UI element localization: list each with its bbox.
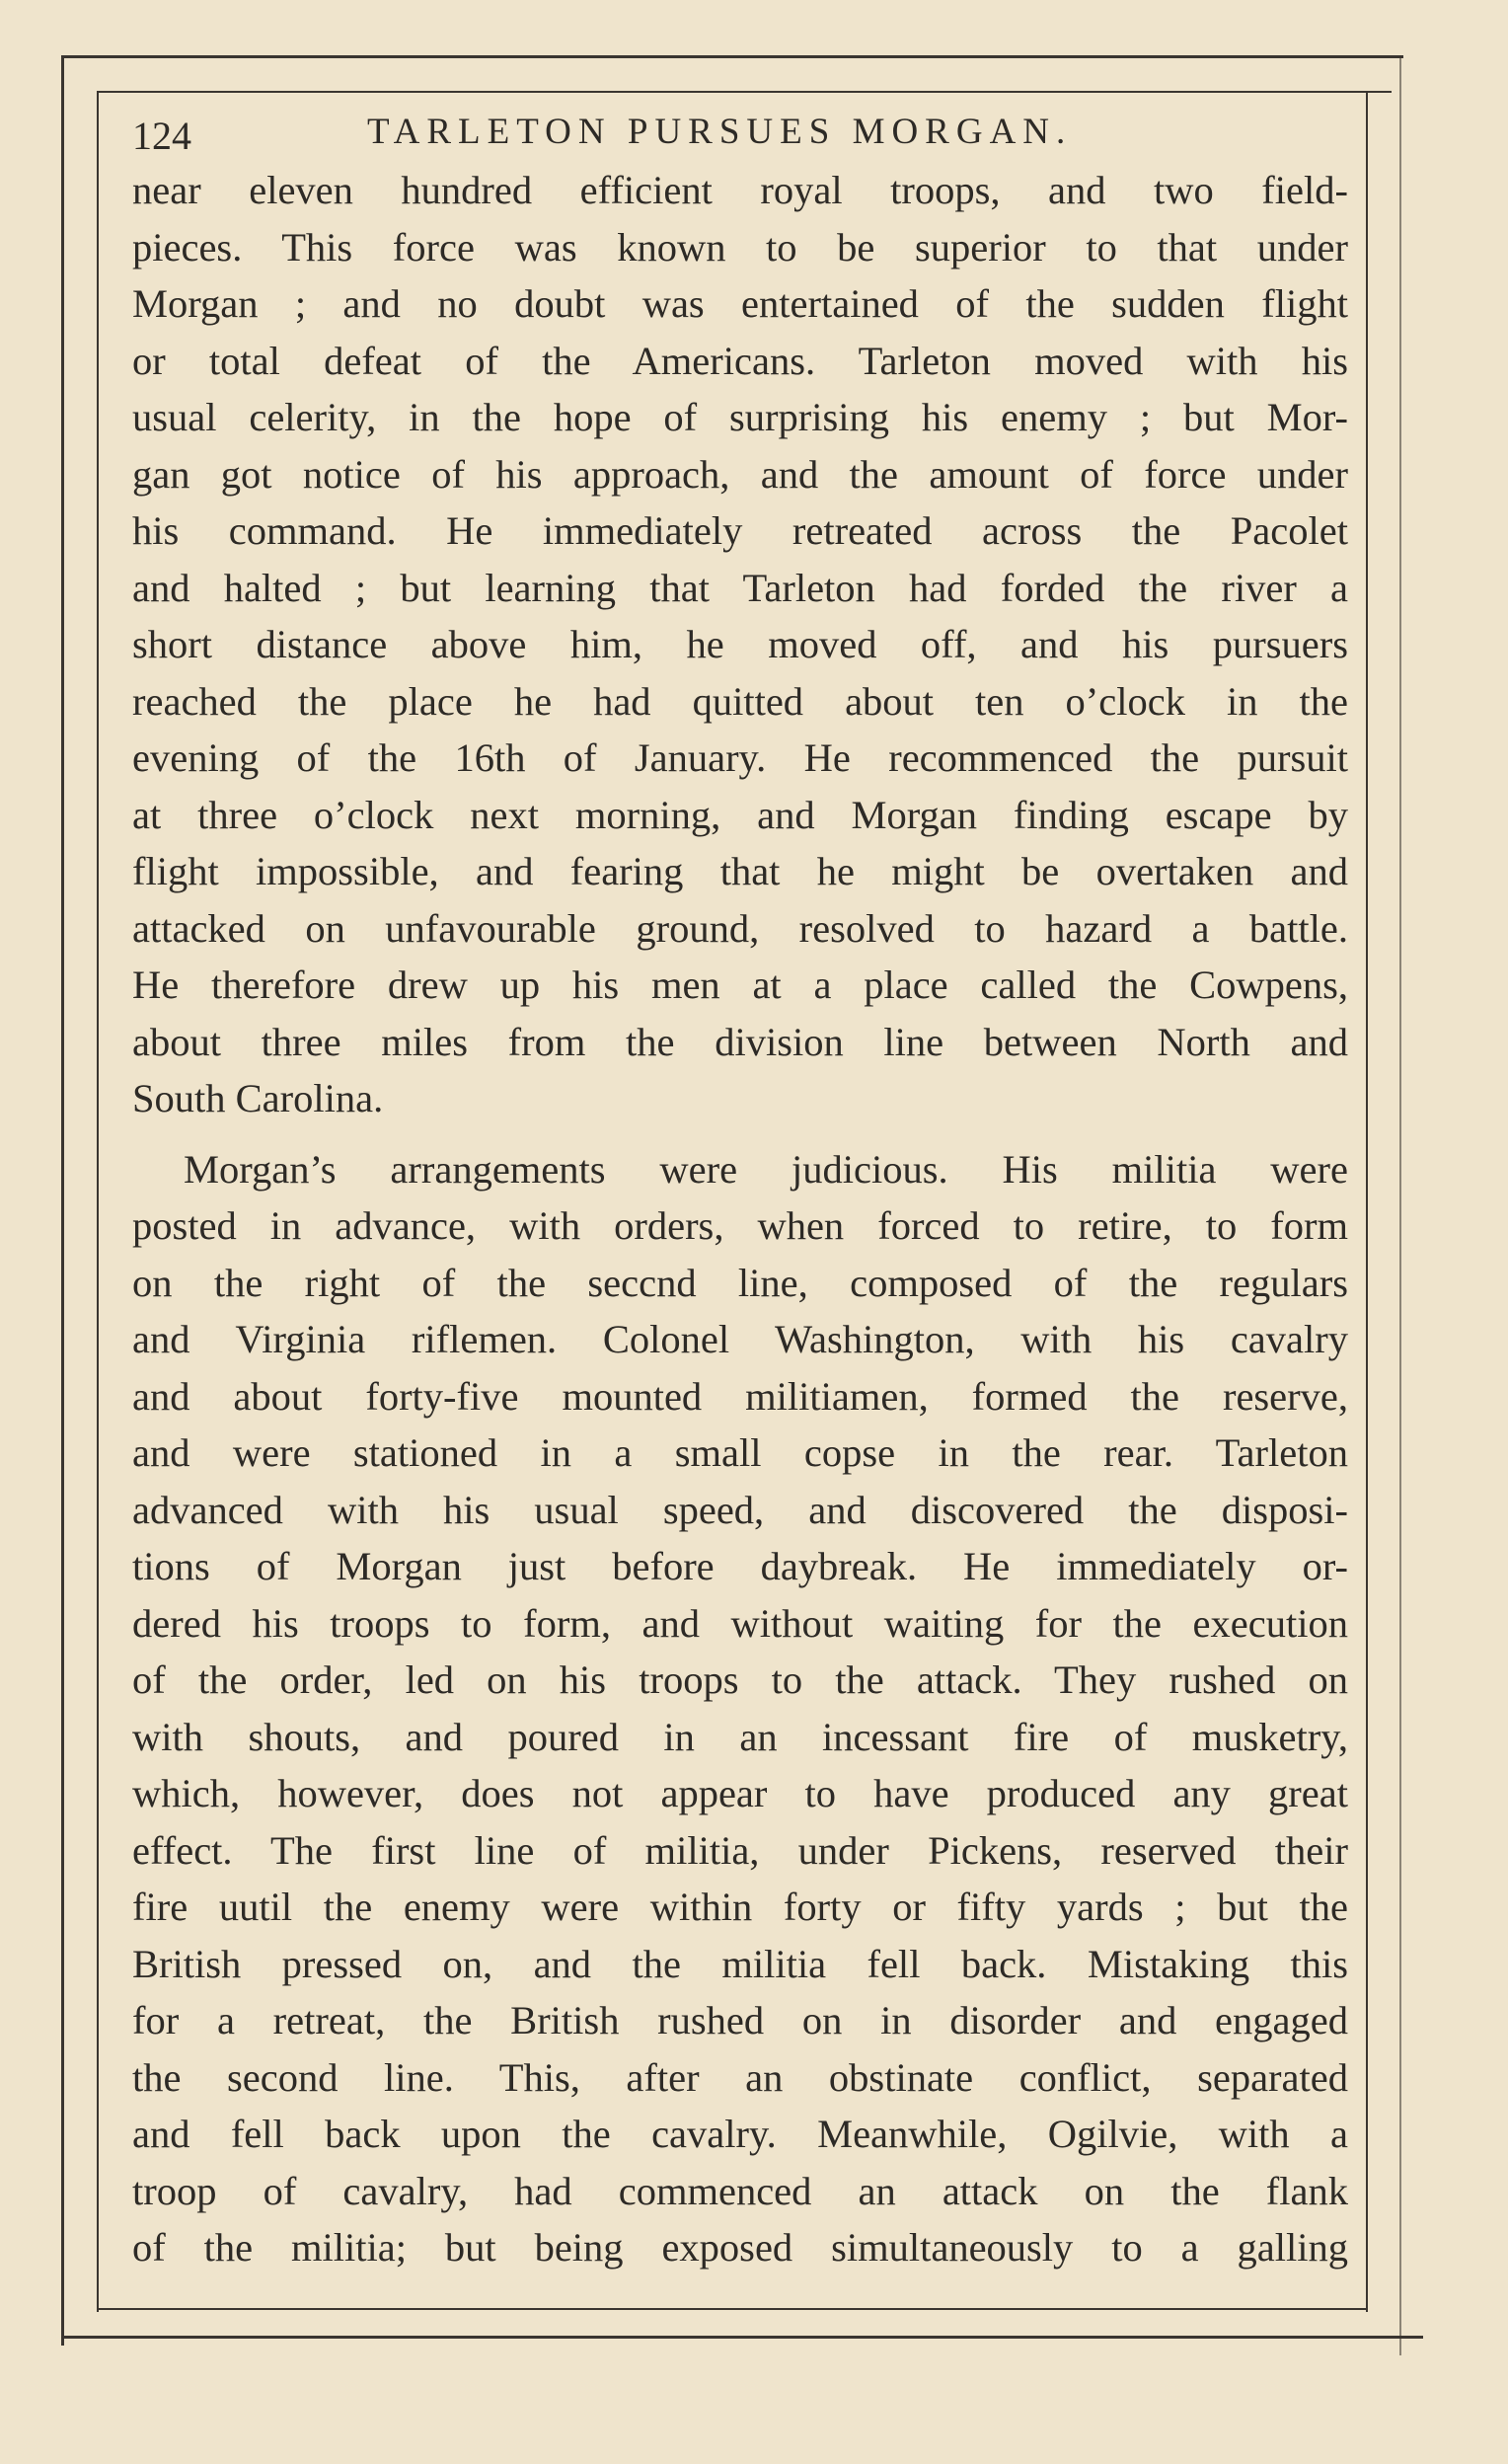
text-line: the second line. This, after an obstinate conflict, separated (132, 2054, 1348, 2100)
text-line: and fell back upon the cavalry. Meanwhile, Ogilvie, with a (132, 2112, 1348, 2156)
text-line: He therefore drew up his men at a place called the Cowpens, (132, 962, 1348, 1007)
text-line: about three miles from the division line between North and (132, 1019, 1348, 1064)
body-text (132, 162, 1348, 2276)
text-line: usual celerity, in the hope of surprising his enemy ; but Mor- (132, 395, 1348, 439)
text-line: and Virginia riflemen. Colonel Washington, with his cavalry (132, 1317, 1348, 1361)
text-line: and were stationed in a small copse in the rear. Tarleton (132, 1430, 1348, 1475)
paragraph (132, 1141, 1348, 2276)
page-number: 124 (132, 114, 191, 158)
frame-rule-bottom-inner (97, 2308, 1368, 2310)
text-line: short distance above him, he moved off, and his pursuers (132, 622, 1348, 666)
frame-rule-right-outer (1399, 55, 1401, 2355)
text-line: attacked on unfavourable ground, resolved to hazard a battle. (132, 905, 1348, 951)
text-line: near eleven hundred efficient royal troops, and two field- (132, 168, 1348, 212)
text-line: pieces. This force was known to be superior to that under (132, 224, 1348, 270)
text-line: Morgan’s arrangements were judicious. His militia were (184, 1146, 1348, 1192)
text-line: and halted ; but learning that Tarleton had forded the river a (132, 565, 1348, 610)
text-line: flight impossible, and fearing that he might be overtaken and (132, 849, 1348, 893)
text-line: his command. He immediately retreated across the Pacolet (132, 508, 1348, 553)
frame-rule-top-inner (99, 91, 1392, 93)
text-line: British pressed on, and the militia fell back. Mistaking this (132, 1941, 1348, 1986)
frame-rule-left-outer (61, 55, 64, 2346)
text-line: of the order, led on his troops to the attack. They rushed on (132, 1657, 1348, 1702)
text-line: with shouts, and poured in an incessant fire of musketry, (132, 1714, 1348, 1759)
running-head (132, 99, 1348, 158)
text-line: reached the place he had quitted about ten o’clock in the (132, 678, 1348, 724)
text-line: fire uutil the enemy were within forty or fifty yards ; but the (132, 1885, 1348, 1929)
frame-rule-right-inner (1366, 91, 1368, 2312)
text-line: which, however, does not appear to have produced any great (132, 1771, 1348, 1815)
text-line: of the militia; but being exposed simultaneously to a galling (132, 2225, 1348, 2270)
frame-rule-left-inner (97, 91, 99, 2312)
text-line: Morgan ; and no doubt was entertained of the sudden flight (132, 281, 1348, 326)
text-line: at three o’clock next morning, and Morgan finding escape by (132, 792, 1348, 837)
text-line: gan got notice of his approach, and the amount of force under (132, 451, 1348, 497)
frame-rule-bottom-outer (61, 2336, 1423, 2339)
text-line: South Carolina. (132, 1076, 384, 1120)
text-line: posted in advance, with orders, when forced to retire, to form (132, 1203, 1348, 1248)
text-line: dered his troops to form, and without waiting for the execution (132, 1600, 1348, 1646)
paragraph-gap (132, 1127, 1348, 1141)
text-line: or total defeat of the Americans. Tarleton moved with his (132, 338, 1348, 383)
text-line: tions of Morgan just before daybreak. He immediately or- (132, 1544, 1348, 1588)
text-line: on the right of the seccnd line, composed of the regulars (132, 1260, 1348, 1305)
running-head-title: TARLETON PURSUES MORGAN. (367, 112, 1073, 152)
text-line: effect. The first line of militia, under Pickens, reserved their (132, 1827, 1348, 1873)
text-line: advanced with his usual speed, and discovered the disposi- (132, 1487, 1348, 1532)
frame-rule-top-outer (61, 55, 1403, 58)
text-line: evening of the 16th of January. He recommenced the pursuit (132, 735, 1348, 780)
book-page (132, 99, 1348, 2276)
text-line: troop of cavalry, had commenced an attack on the flank (132, 2168, 1348, 2213)
paragraph (132, 162, 1348, 1127)
text-line: and about forty-five mounted militiamen, formed the reserve, (132, 1373, 1348, 1419)
text-line: for a retreat, the British rushed on in disorder and engaged (132, 1998, 1348, 2042)
